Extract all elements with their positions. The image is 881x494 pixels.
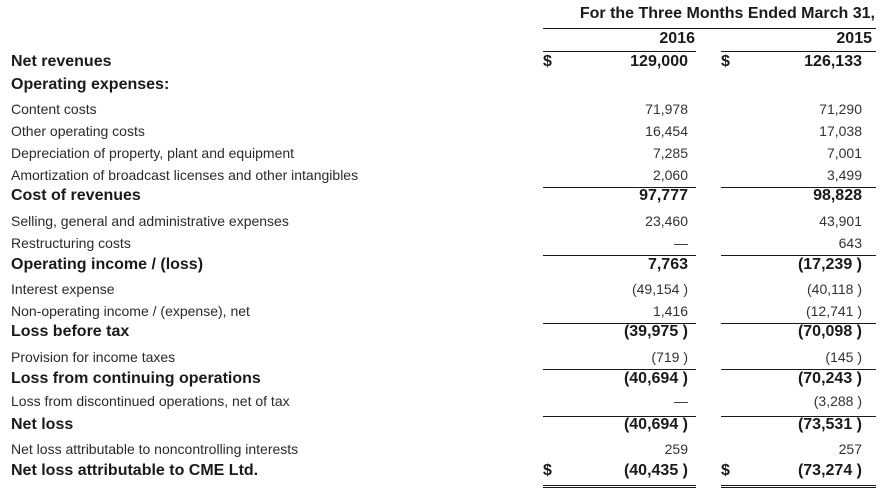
currency-symbol: $ — [543, 53, 552, 70]
row-value-2015: (3,288 ) — [813, 393, 862, 409]
subtotal-rule — [721, 369, 876, 370]
row-value-2015: (145 ) — [825, 349, 862, 365]
subtotal-rule — [721, 255, 876, 256]
row-value-2015: 643 — [838, 235, 862, 251]
row-value-2016: (39,975 ) — [623, 323, 688, 340]
row-label-non-operating-income-expense-net: Non-operating income / (expense), net — [11, 303, 250, 319]
row-label-operating-expenses: Operating expenses: — [11, 76, 170, 93]
row-value-2016: — — [674, 393, 688, 409]
row-value-2015: 3,499 — [826, 167, 862, 183]
row-label-loss-from-discontinued-operations-net-of-tax: Loss from discontinued operations, net of tax — [11, 393, 290, 409]
row-value-2016: (40,694 ) — [623, 416, 688, 433]
year-2016-header: 2016 — [659, 30, 695, 47]
currency-symbol: $ — [721, 462, 730, 479]
row-label-restructuring-costs: Restructuring costs — [11, 235, 131, 251]
row-label-content-costs: Content costs — [11, 101, 97, 117]
row-value-2016: 129,000 — [630, 53, 688, 70]
row-value-2015: (73,531 ) — [797, 416, 862, 433]
row-label-net-loss: Net loss — [11, 416, 74, 433]
row-value-2015: 43,901 — [819, 213, 862, 229]
row-value-2016: (719 ) — [651, 349, 688, 365]
row-value-2015: 257 — [838, 441, 862, 457]
row-value-2015: (73,274 ) — [797, 462, 862, 479]
row-label-provision-for-income-taxes: Provision for income taxes — [11, 349, 176, 365]
subtotal-rule — [543, 416, 696, 417]
row-value-2015: 17,038 — [819, 123, 862, 139]
row-label-loss-before-tax: Loss before tax — [11, 323, 130, 340]
row-value-2016: (40,435 ) — [623, 462, 688, 479]
row-value-2016: 259 — [664, 441, 688, 457]
total-double-rule — [721, 485, 876, 488]
row-label-net-loss-attributable-to-cme-ltd: Net loss attributable to CME Ltd. — [11, 462, 259, 479]
row-value-2016: 97,777 — [639, 187, 688, 204]
subtotal-rule — [543, 369, 696, 370]
row-label-selling-general-and-administrative-expenses: Selling, general and administrative expenses — [11, 213, 289, 229]
row-value-2016: 7,285 — [652, 145, 688, 161]
row-value-2015: (70,098 ) — [797, 323, 862, 340]
subtotal-rule — [721, 416, 876, 417]
row-value-2016: 71,978 — [645, 101, 688, 117]
currency-symbol: $ — [543, 462, 552, 479]
year-rule-2015 — [721, 51, 876, 52]
row-value-2016: (40,694 ) — [623, 370, 688, 387]
row-value-2015: (40,118 ) — [807, 281, 862, 297]
row-value-2015: 71,290 — [819, 101, 862, 117]
year-2015-header: 2015 — [836, 30, 872, 47]
header-rule — [543, 28, 876, 29]
row-label-net-revenues: Net revenues — [11, 53, 112, 70]
row-value-2016: 2,060 — [652, 167, 688, 183]
row-label-interest-expense: Interest expense — [11, 281, 115, 297]
row-label-net-loss-attributable-to-noncontrolling-interests: Net loss attributable to noncontrolling interests — [11, 441, 299, 457]
row-value-2016: 1,416 — [652, 303, 688, 319]
row-value-2015: 98,828 — [813, 187, 862, 204]
subtotal-rule — [721, 323, 876, 324]
row-label-other-operating-costs: Other operating costs — [11, 123, 145, 139]
row-label-depreciation-of-property-plant-and-equipment: Depreciation of property, plant and equipment — [11, 145, 295, 161]
total-double-rule — [543, 485, 696, 488]
period-header: For the Three Months Ended March 31, — [579, 5, 875, 22]
row-value-2016: 7,763 — [647, 256, 688, 273]
year-rule-2016 — [543, 51, 696, 52]
row-label-loss-from-continuing-operations: Loss from continuing operations — [11, 370, 261, 387]
row-value-2015: (70,243 ) — [797, 370, 862, 387]
row-value-2016: 23,460 — [645, 213, 688, 229]
row-label-amortization-of-broadcast-licenses-and-other-intangibles: Amortization of broadcast licenses and other intangibles — [11, 167, 359, 183]
row-value-2015: 7,001 — [826, 145, 862, 161]
subtotal-rule — [721, 187, 876, 188]
row-label-operating-income-loss: Operating income / (loss) — [11, 256, 204, 273]
currency-symbol: $ — [721, 53, 730, 70]
row-label-cost-of-revenues: Cost of revenues — [11, 187, 141, 204]
row-value-2015: (12,741 ) — [805, 303, 862, 319]
row-value-2016: 16,454 — [645, 123, 688, 139]
subtotal-rule — [543, 323, 696, 324]
subtotal-rule — [543, 187, 696, 188]
row-value-2016: (49,154 ) — [631, 281, 688, 297]
row-value-2016: — — [674, 235, 688, 251]
subtotal-rule — [543, 255, 696, 256]
row-value-2015: 126,133 — [804, 53, 862, 70]
row-value-2015: (17,239 ) — [797, 256, 862, 273]
